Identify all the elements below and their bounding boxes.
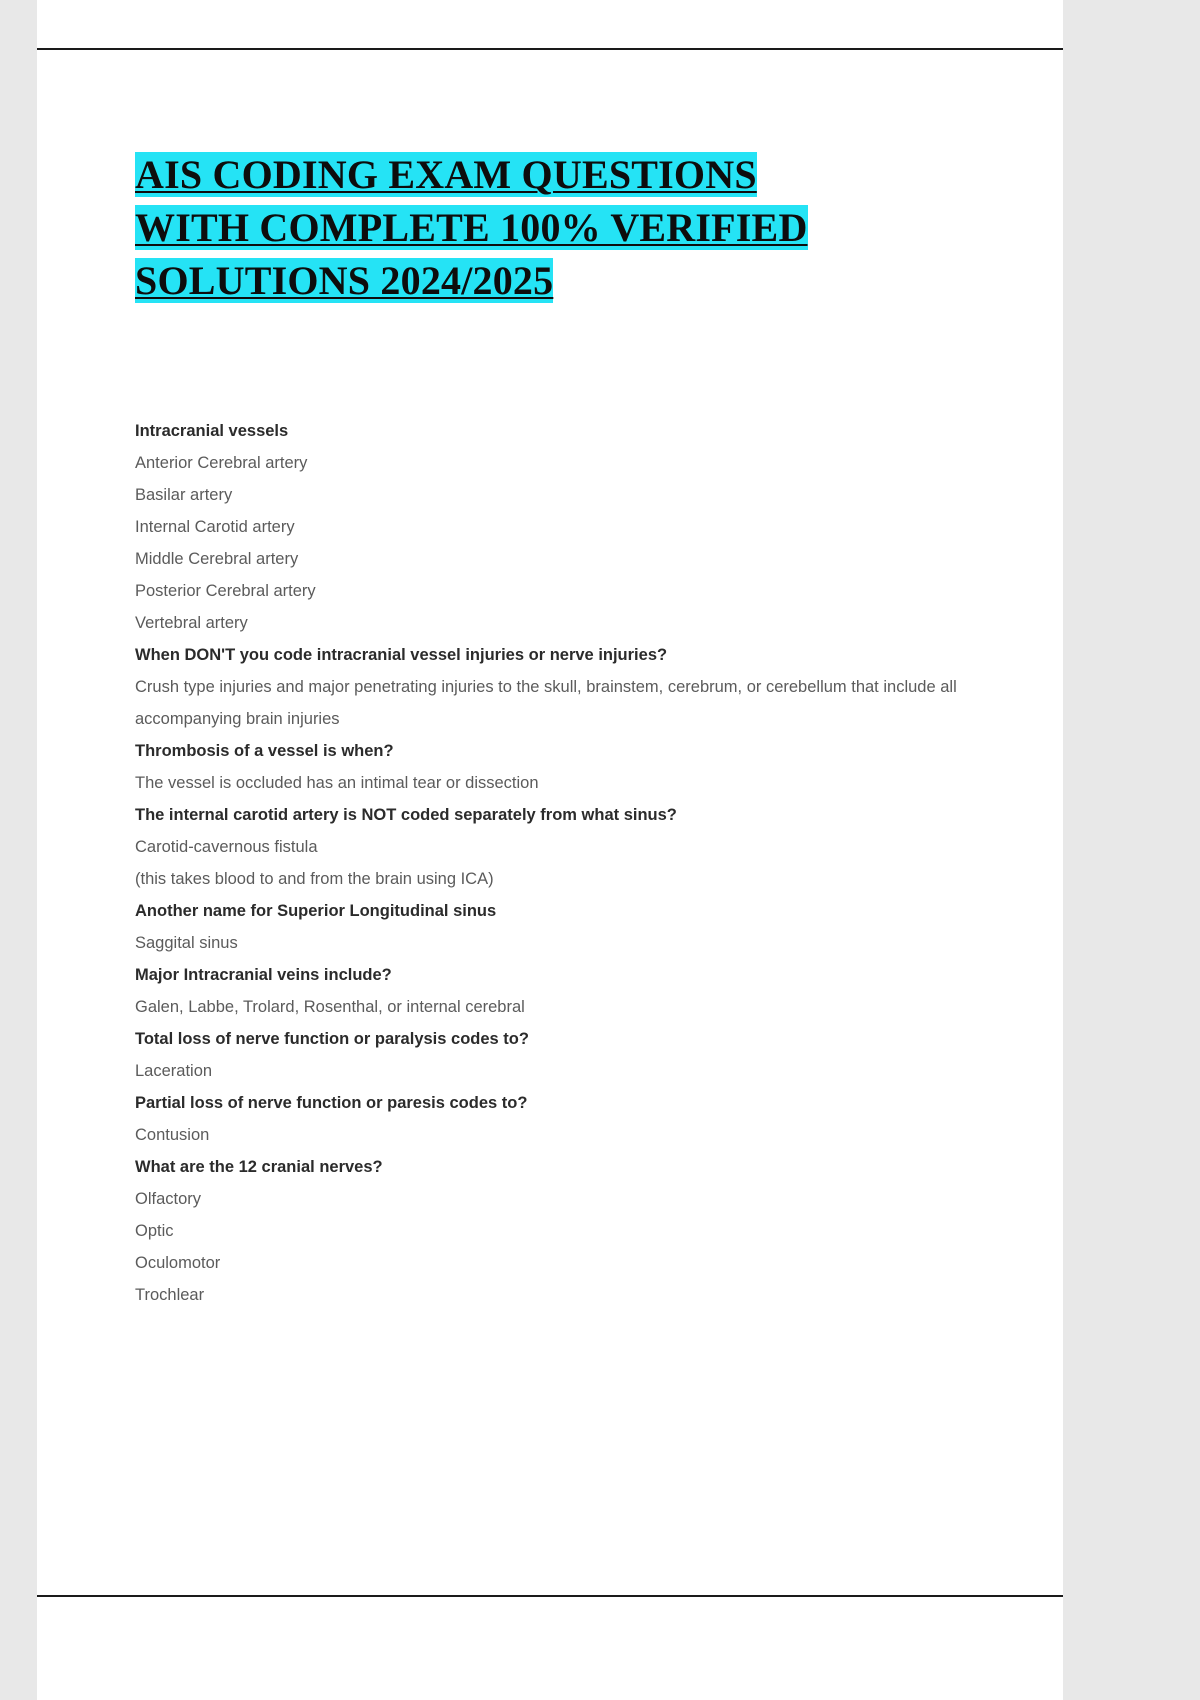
answer-text: Olfactory <box>135 1190 202 1208</box>
answer-text: Basilar artery <box>135 486 233 504</box>
answer-text: The vessel is occluded has an intimal tear or dissection <box>135 774 539 792</box>
question-text: Partial loss of nerve function or paresis codes to? <box>135 1094 528 1112</box>
document-content <box>135 0 995 1311</box>
answer-text: Galen, Labbe, Trolard, Rosenthal, or internal cerebral <box>135 998 525 1016</box>
question-text: What are the 12 cranial nerves? <box>135 1158 383 1176</box>
answer-text: Crush type injuries and major penetrating injuries to the skull, brainstem, cerebrum, or cerebellum that include all accompanying brain injuries <box>135 678 957 728</box>
page-title <box>135 0 925 307</box>
question-text: Total loss of nerve function or paralysis codes to? <box>135 1030 529 1048</box>
question-text: The internal carotid artery is NOT coded separately from what sinus? <box>135 806 677 824</box>
answer-text: Middle Cerebral artery <box>135 550 299 568</box>
answer-text: Optic <box>135 1222 174 1240</box>
answer-text: Laceration <box>135 1062 213 1080</box>
footer-divider <box>37 1595 1063 1597</box>
page-title-line-3: SOLUTIONS 2024/2025 <box>135 258 554 303</box>
answer-text: Oculomotor <box>135 1254 221 1272</box>
answer-text: Carotid-cavernous fistula <box>135 838 318 856</box>
question-text: Intracranial vessels <box>135 422 289 440</box>
answer-text: Vertebral artery <box>135 614 248 632</box>
answer-text: Trochlear <box>135 1286 205 1304</box>
question-text: When DON'T you code intracranial vessel injuries or nerve injuries? <box>135 646 668 664</box>
question-text: Another name for Superior Longitudinal sinus <box>135 902 497 920</box>
document-page <box>37 0 1063 1700</box>
answer-text: Contusion <box>135 1126 210 1144</box>
answer-text: Saggital sinus <box>135 934 238 952</box>
answer-note: (this takes blood to and from the brain using ICA) <box>135 870 494 888</box>
page-title-line-2: WITH COMPLETE 100% VERIFIED <box>135 205 808 250</box>
question-text: Major Intracranial veins include? <box>135 966 392 984</box>
answer-text: Posterior Cerebral artery <box>135 582 316 600</box>
qa-list <box>135 415 995 1311</box>
question-text: Thrombosis of a vessel is when? <box>135 742 394 760</box>
page-title-line-1: AIS CODING EXAM QUESTIONS <box>135 152 757 197</box>
answer-text: Internal Carotid artery <box>135 518 295 536</box>
answer-text: Anterior Cerebral artery <box>135 454 308 472</box>
